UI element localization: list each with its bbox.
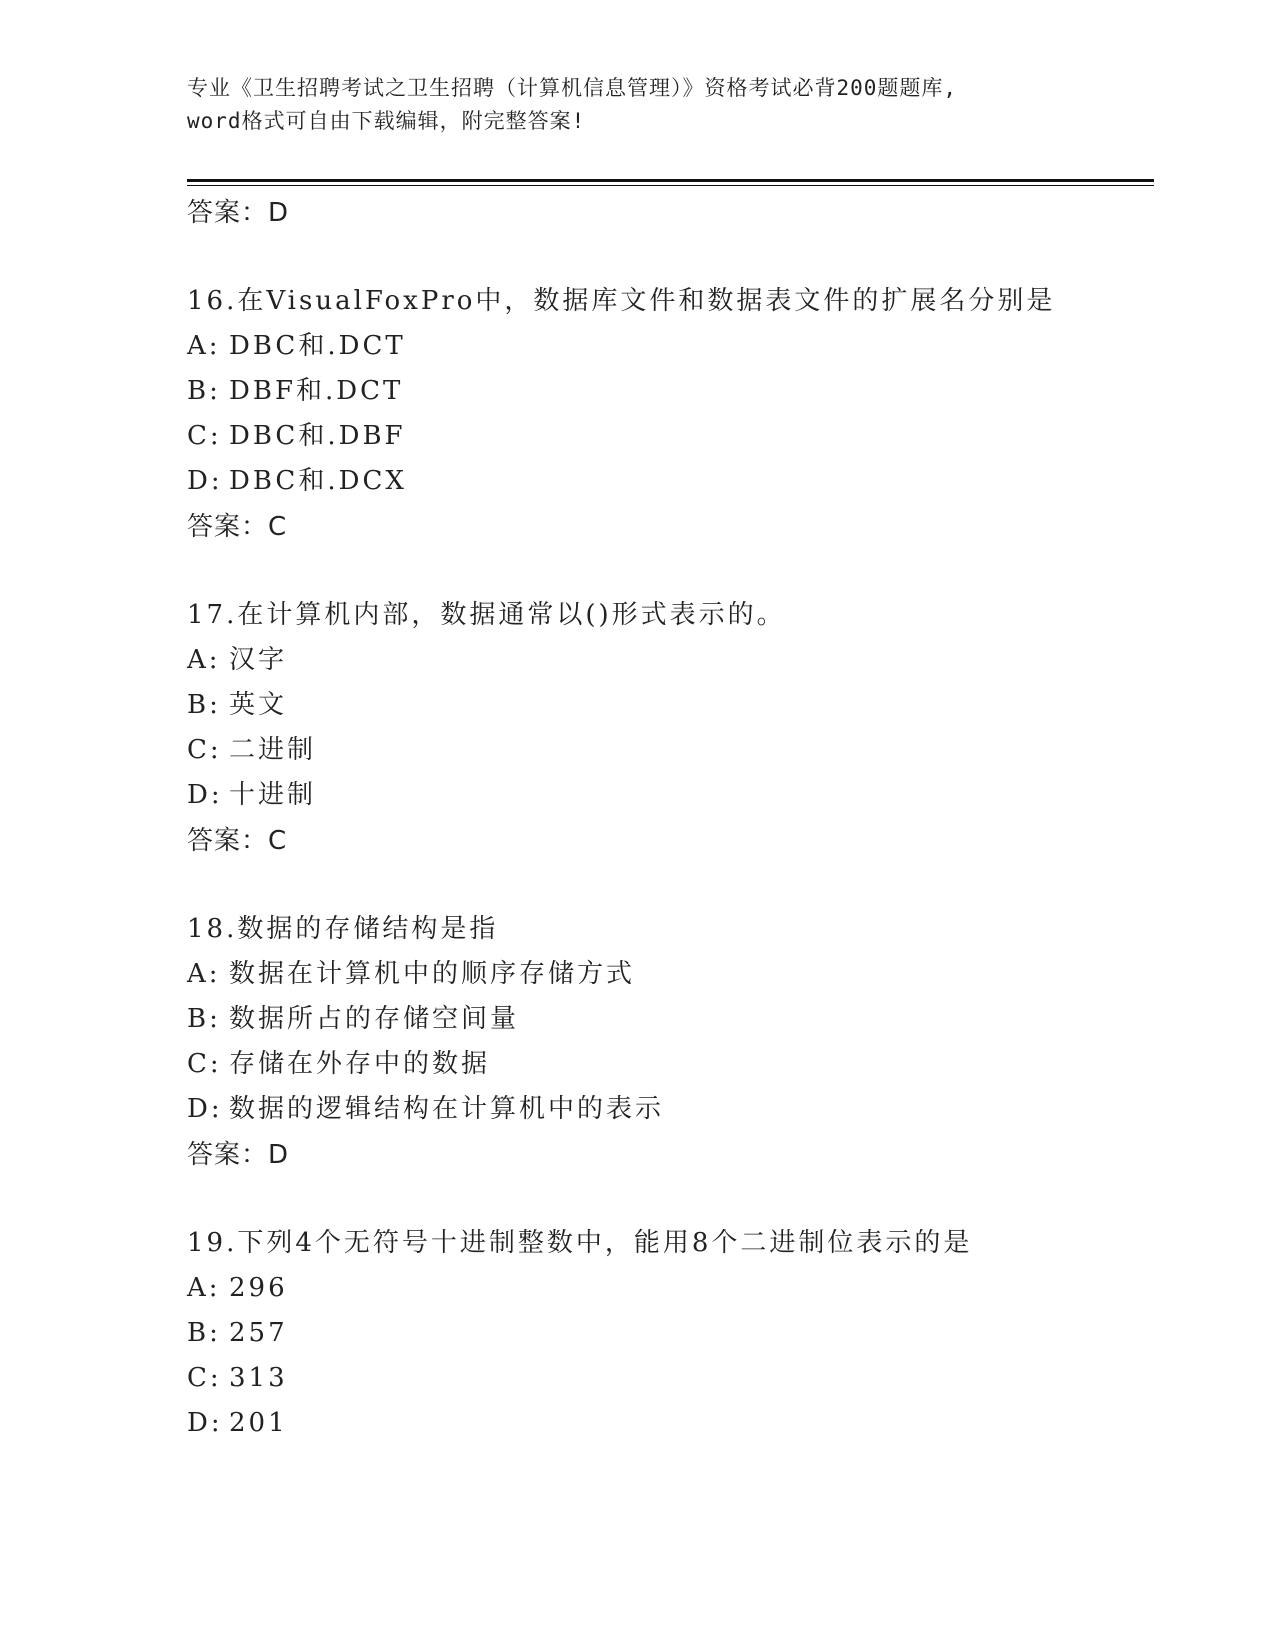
question-17-option-b: [187, 683, 1147, 728]
option-text: 257: [229, 1318, 288, 1348]
question-19-option-a: [187, 1266, 1147, 1311]
option-text: DBC和.DBF: [229, 421, 406, 451]
option-letter: A:: [187, 331, 221, 361]
document-header: [187, 72, 1087, 138]
option-letter: C:: [187, 1049, 222, 1079]
question-17-option-a: [187, 638, 1147, 683]
option-letter: D:: [187, 1094, 223, 1124]
question-17-option-c: [187, 728, 1147, 773]
option-text: 数据的逻辑结构在计算机中的表示: [229, 1094, 665, 1124]
option-text: 英文: [229, 690, 288, 720]
question-16-option-a: [187, 324, 1147, 369]
option-text: 296: [229, 1273, 288, 1303]
question-18-option-a: [187, 952, 1147, 997]
question-16-answer: 答案：C: [187, 512, 288, 542]
question-16-stem: 16.在VisualFoxPro中，数据库文件和数据表文件的扩展名分别是: [187, 286, 1056, 316]
header-divider-thick: [187, 179, 1154, 182]
option-letter: A:: [187, 645, 221, 675]
question-19-option-c: [187, 1356, 1147, 1401]
question-17-option-d: [187, 773, 1147, 818]
question-19-option-d: [187, 1401, 1147, 1446]
option-letter: A:: [187, 1273, 221, 1303]
option-text: 数据所占的存储空间量: [229, 1004, 520, 1034]
question-19-stem: 19.下列4个无符号十进制整数中，能用8个二进制位表示的是: [187, 1228, 973, 1258]
option-letter: C:: [187, 1363, 222, 1393]
question-17-stem: 17.在计算机内部，数据通常以()形式表示的。: [187, 600, 786, 630]
option-letter: D:: [187, 466, 223, 496]
answer-previous-question: 答案：D: [187, 198, 290, 228]
option-text: DBF和.DCT: [229, 376, 404, 406]
question-18-option-b: [187, 997, 1147, 1042]
question-18-option-c: [187, 1042, 1147, 1087]
option-letter: C:: [187, 421, 222, 451]
question-16-option-b: [187, 369, 1147, 414]
header-title-line-2: word格式可自由下载编辑，附完整答案!: [187, 109, 586, 133]
option-text: 二进制: [229, 735, 317, 765]
question-18-stem: 18.数据的存储结构是指: [187, 914, 499, 944]
option-text: 313: [229, 1363, 288, 1393]
question-18-option-d: [187, 1087, 1147, 1132]
option-text: DBC和.DCX: [229, 466, 407, 496]
option-text: DBC和.DCT: [229, 331, 406, 361]
option-letter: C:: [187, 735, 222, 765]
option-text: 汉字: [229, 645, 288, 675]
option-letter: A:: [187, 959, 221, 989]
question-16-option-d: [187, 459, 1147, 504]
question-17-answer: 答案：C: [187, 826, 288, 856]
header-title-line-1: 专业《卫生招聘考试之卫生招聘（计算机信息管理）》资格考试必背200题题库,: [187, 76, 958, 100]
option-text: 数据在计算机中的顺序存储方式: [229, 959, 636, 989]
option-letter: D:: [187, 780, 223, 810]
option-letter: B:: [187, 1004, 221, 1034]
option-text: 201: [229, 1408, 288, 1438]
question-19-option-b: [187, 1311, 1147, 1356]
option-letter: B:: [187, 1318, 221, 1348]
header-divider-thin: [187, 185, 1154, 186]
question-list: [187, 190, 1147, 1446]
question-18-answer: 答案：D: [187, 1140, 290, 1170]
option-letter: B:: [187, 376, 221, 406]
option-letter: B:: [187, 690, 221, 720]
question-16-option-c: [187, 414, 1147, 459]
option-letter: D:: [187, 1408, 223, 1438]
option-text: 存储在外存中的数据: [229, 1049, 491, 1079]
option-text: 十进制: [229, 780, 317, 810]
